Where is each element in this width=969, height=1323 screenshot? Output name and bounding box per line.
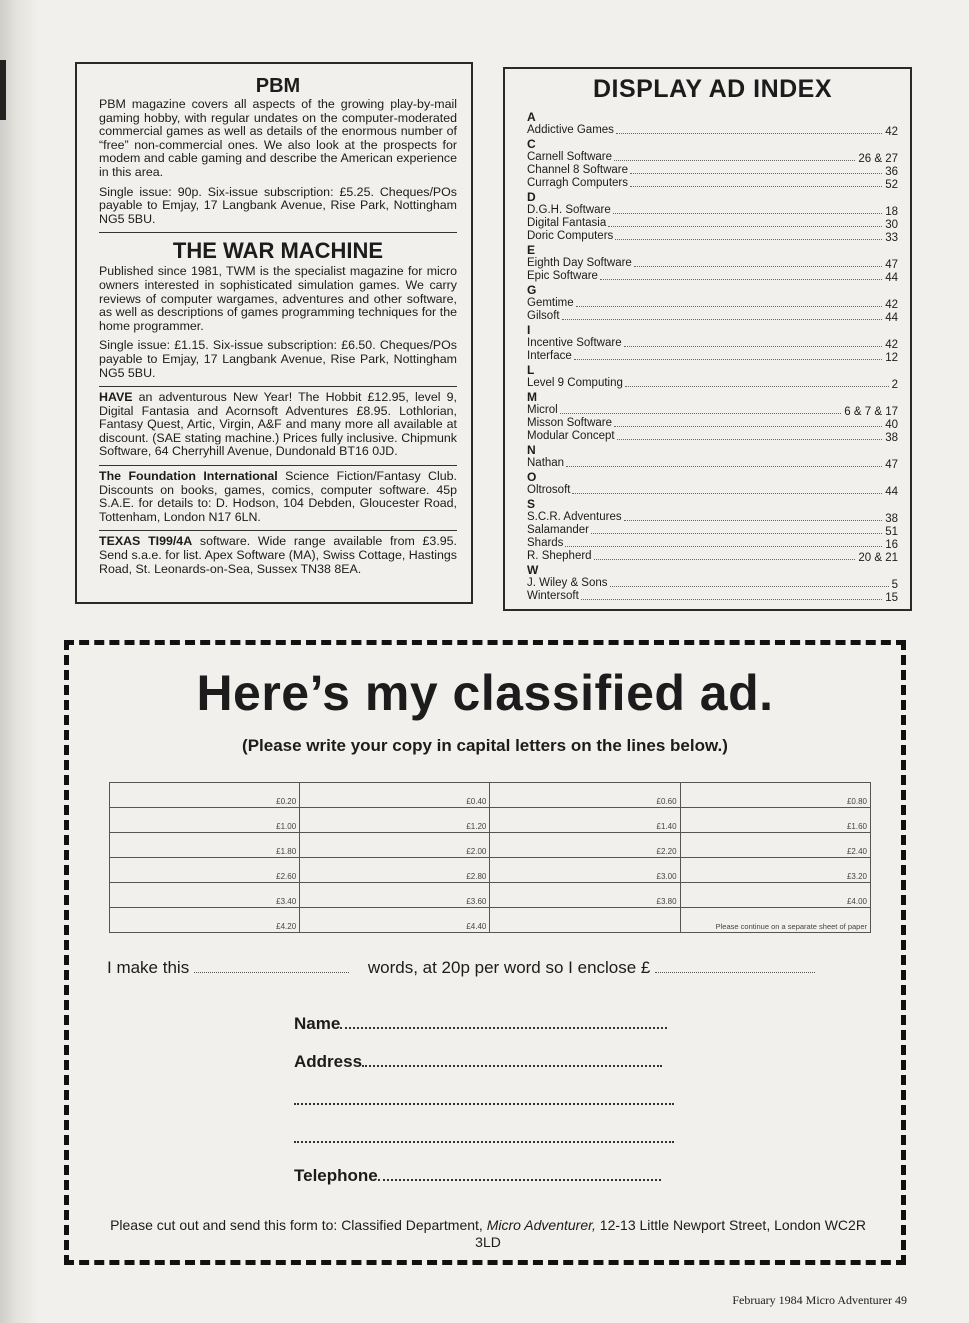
leader-dots — [614, 160, 855, 161]
divider — [99, 386, 457, 387]
leader-dots — [615, 239, 882, 240]
classified-lead: TEXAS TI99/4A — [99, 534, 193, 549]
amount-blank[interactable] — [655, 958, 815, 973]
leader-dots — [576, 306, 883, 307]
word-price-grid — [109, 782, 871, 933]
words-middle: words, at 20p per word so I enclose £ — [367, 958, 651, 977]
page-number: 47 — [885, 459, 898, 471]
grid-cell[interactable]: £2.40 — [680, 833, 870, 858]
page-number: 38 — [885, 513, 898, 525]
advertiser-name: Salamander — [527, 524, 590, 536]
page-number: 26 & 27 — [858, 153, 898, 165]
address-label: Address — [294, 1052, 363, 1071]
page-number: 42 — [885, 299, 898, 311]
leader-dots — [594, 559, 856, 560]
grid-cell[interactable]: £0.20 — [110, 783, 300, 808]
grid-cell[interactable]: £0.80 — [680, 783, 870, 808]
telephone-label: Telephone — [294, 1166, 378, 1185]
grid-cell[interactable]: £1.60 — [680, 808, 870, 833]
word-count-blank[interactable] — [194, 958, 349, 973]
advertiser-name: Doric Computers — [527, 230, 614, 242]
leader-dots — [630, 173, 882, 174]
grid-cell[interactable]: £2.00 — [300, 833, 490, 858]
page-number: 44 — [885, 312, 898, 324]
index-entry — [527, 484, 898, 497]
leader-dots — [614, 426, 882, 427]
page-number: 15 — [885, 592, 898, 604]
page-number: 2 — [891, 379, 898, 391]
advertiser-name: R. Shepherd — [527, 550, 592, 562]
index-letter: E — [527, 243, 536, 257]
page-number: 12 — [885, 352, 898, 364]
classified-text: Science Fiction/Fantasy Club. Discounts on books, games, comics, computer software. 45p S.A.E. for details to: D. Hodson, 104 Debden, Gloucester Road, Tottenham, London N17 6LN. — [99, 469, 457, 524]
magazines-box — [75, 62, 473, 604]
pbm-subscription: Single issue: 90p. Six-issue subscription: £5.25. Cheques/POs payable to Emjay, 17 Langbank Avenue, Rise Park, Nottingham NG5 5BU. — [99, 184, 457, 226]
advertiser-name: Microl — [527, 404, 558, 416]
page-footer: February 1984 Micro Adventurer 49 — [732, 1293, 907, 1307]
leader-dots — [591, 533, 882, 534]
pbm-title: PBM — [255, 75, 301, 97]
classified-foundation — [99, 470, 457, 524]
leader-dots — [566, 466, 882, 467]
classified-texas — [99, 535, 457, 576]
advertiser-name: Eighth Day Software — [527, 257, 632, 269]
page-number: 44 — [885, 272, 898, 284]
magazine-name: Micro Adventurer, — [486, 1217, 596, 1233]
advertiser-name: Misson Software — [527, 417, 613, 429]
index-entry — [527, 177, 898, 190]
leader-dots — [634, 266, 882, 267]
name-label: Name — [294, 1014, 341, 1033]
classified-have — [99, 391, 457, 459]
grid-cell[interactable]: £2.80 — [300, 858, 490, 883]
advertiser-name: D.G.H. Software — [527, 204, 611, 216]
advertiser-name: Oltrosoft — [527, 484, 571, 496]
leader-dots — [560, 413, 842, 414]
leader-dots — [608, 226, 882, 227]
advertiser-name: Digital Fantasia — [527, 217, 607, 229]
index-entry — [527, 590, 898, 603]
contact-fields — [294, 1013, 674, 1203]
grid-row — [110, 858, 871, 883]
grid-cell[interactable]: £1.20 — [300, 808, 490, 833]
grid-row — [110, 833, 871, 858]
page-number: 40 — [885, 419, 898, 431]
index-entry — [527, 404, 898, 417]
advertiser-name: Modular Concept — [527, 430, 615, 442]
index-entry — [527, 524, 898, 537]
leader-dots — [562, 319, 883, 320]
index-letter: I — [527, 323, 531, 337]
page-number: 36 — [885, 166, 898, 178]
advertiser-name: Carnell Software — [527, 151, 613, 163]
classified-ad-form — [64, 640, 906, 1265]
page-number: 51 — [885, 526, 898, 538]
index-entry — [527, 257, 898, 270]
grid-cell[interactable]: £4.00 — [680, 883, 870, 908]
advertiser-name: J. Wiley & Sons — [527, 577, 608, 589]
grid-row — [110, 808, 871, 833]
leader-dots — [624, 520, 883, 521]
leader-dots — [613, 213, 882, 214]
index-entry — [527, 151, 898, 164]
index-entry — [527, 270, 898, 283]
index-entry — [527, 297, 898, 310]
leader-dots — [625, 386, 889, 387]
index-letter: C — [527, 137, 536, 151]
send-address: 12-13 Little Newport Street, London WC2R 3LD — [475, 1217, 866, 1250]
index-entry — [527, 310, 898, 323]
page-number: 18 — [885, 206, 898, 218]
page-number: 16 — [885, 539, 898, 551]
leader-dots — [610, 586, 889, 587]
classified-lead: The Foundation International — [99, 469, 278, 484]
advertiser-name: Incentive Software — [527, 337, 622, 349]
leader-dots — [616, 133, 882, 134]
classified-lead: HAVE — [99, 390, 133, 405]
grid-row — [110, 783, 871, 808]
leader-dots — [574, 359, 882, 360]
name-blank[interactable] — [340, 1013, 667, 1029]
grid-cell[interactable]: £1.80 — [110, 833, 300, 858]
grid-cell[interactable]: Please continue on a separate sheet of paper — [680, 908, 870, 933]
mailing-instructions — [103, 1217, 873, 1251]
index-letter: S — [527, 497, 536, 511]
words-prefix: I make this — [107, 958, 190, 977]
leader-dots — [565, 546, 882, 547]
advertiser-name: S.C.R. Adventures — [527, 511, 622, 523]
war-machine-title: THE WAR MACHINE — [172, 238, 384, 264]
page-edge-mark — [0, 60, 6, 120]
page-number: 20 & 21 — [858, 552, 898, 564]
grid-cell[interactable]: £3.80 — [490, 883, 680, 908]
leader-dots — [617, 439, 883, 440]
pbm-body: PBM magazine covers all aspects of the growing play-by-mail gaming hobby, with regular undates on the computer-moderated commercial games as well as details of the enormous number of “free” non-commercial ones. We also look at the prospects for modem and cable gaming and describe the American experience in this area. — [99, 97, 457, 179]
advertiser-name: Wintersoft — [527, 590, 579, 602]
index-entry — [527, 511, 898, 524]
index-entry — [527, 204, 898, 217]
grid-cell[interactable] — [490, 908, 680, 933]
page-number: 42 — [885, 339, 898, 351]
display-ad-index — [503, 67, 912, 611]
index-letter: D — [527, 190, 536, 204]
index-letter: A — [527, 110, 536, 124]
word-count-line — [107, 957, 867, 979]
grid-cell[interactable]: £4.40 — [300, 908, 490, 933]
address-blank-2[interactable] — [294, 1089, 674, 1105]
grid-cell[interactable]: £2.60 — [110, 858, 300, 883]
grid-cell[interactable]: £3.00 — [490, 858, 680, 883]
advertiser-name: Level 9 Computing — [527, 377, 623, 389]
divider — [99, 232, 457, 233]
address-blank-3[interactable] — [294, 1127, 674, 1143]
index-letter: W — [527, 563, 539, 577]
index-entry — [527, 217, 898, 230]
ad-index-list — [527, 111, 898, 603]
index-entry — [527, 230, 898, 243]
advertiser-name: Epic Software — [527, 270, 598, 282]
leader-dots — [581, 599, 882, 600]
grid-cell[interactable]: £3.60 — [300, 883, 490, 908]
grid-cell[interactable]: £0.60 — [490, 783, 680, 808]
index-entry — [527, 430, 898, 443]
page-number: 30 — [885, 219, 898, 231]
divider — [99, 530, 457, 531]
grid-cell[interactable]: £1.40 — [490, 808, 680, 833]
advertiser-name: Curragh Computers — [527, 177, 628, 189]
index-entry — [527, 124, 898, 137]
index-entry — [527, 457, 898, 470]
advertiser-name: Interface — [527, 350, 572, 362]
index-entry — [527, 577, 898, 590]
index-entry — [527, 350, 898, 363]
advertiser-name: Gilsoft — [527, 310, 560, 322]
grid-cell[interactable]: £1.00 — [110, 808, 300, 833]
page-number: 44 — [885, 486, 898, 498]
grid-cell[interactable]: £2.20 — [490, 833, 680, 858]
advertiser-name: Channel 8 Software — [527, 164, 629, 176]
index-entry — [527, 337, 898, 350]
page-number: 42 — [885, 126, 898, 138]
divider — [99, 465, 457, 466]
leader-dots — [624, 346, 883, 347]
form-subtitle: (Please write your copy in capital letters on the lines below.) — [242, 736, 728, 755]
grid-row — [110, 883, 871, 908]
index-entry — [527, 164, 898, 177]
page-number: 52 — [885, 179, 898, 191]
telephone-blank[interactable] — [378, 1165, 661, 1181]
leader-dots — [572, 493, 882, 494]
page-number: 38 — [885, 432, 898, 444]
grid-row — [110, 908, 871, 933]
address-blank[interactable] — [362, 1051, 662, 1067]
index-letter: G — [527, 283, 537, 297]
page-number: 47 — [885, 259, 898, 271]
index-entry — [527, 537, 898, 550]
advertiser-name: Addictive Games — [527, 124, 614, 136]
war-machine-body: Published since 1981, TWM is the specialist magazine for micro owners interested in sophisticated simulation games. We carry reviews of computer wargames, adventures and other software, as well as descriptions of games programming techniques for the home programmer. — [99, 264, 457, 333]
leader-dots — [600, 279, 882, 280]
advertiser-name: Gemtime — [527, 297, 574, 309]
form-title: Here’s my classified ad. — [196, 665, 774, 721]
ad-index-title: DISPLAY AD INDEX — [592, 75, 833, 103]
index-letter: O — [527, 470, 537, 484]
leader-dots — [630, 186, 882, 187]
page-number: 5 — [891, 579, 898, 591]
index-letter: L — [527, 363, 535, 377]
war-machine-subscription: Single issue: £1.15. Six-issue subscription: £6.50. Cheques/POs payable to Emjay, 17 Langbank Avenue, Rise Park, Nottingham NG5 5BU. — [99, 338, 457, 380]
index-entry — [527, 550, 898, 563]
grid-cell[interactable]: £3.20 — [680, 858, 870, 883]
grid-cell[interactable]: £0.40 — [300, 783, 490, 808]
index-letter: N — [527, 443, 536, 457]
advertiser-name: Shards — [527, 537, 564, 549]
advertiser-name: Nathan — [527, 457, 565, 469]
index-entry — [527, 377, 898, 390]
index-letter: M — [527, 390, 537, 404]
page-spine-shadow — [0, 0, 40, 1323]
classified-text: an adventurous New Year! The Hobbit £12.95, level 9, Digital Fantasia and Acornsoft Adventures £8.95. Lothlorian, Fantasy Quest, Artic, Virgin, A&F and many more all available at discount. (SAE stating machine.) Prices fully inclusive. Chipmunk Software, 64 Cherryhill Avenue, Dundonald BT16 0JD. — [99, 390, 457, 459]
index-entry — [527, 417, 898, 430]
page-number: 33 — [885, 232, 898, 244]
grid-cell[interactable]: £3.40 — [110, 883, 300, 908]
send-prefix: Please cut out and send this form to: Classified Department, — [110, 1217, 487, 1233]
page-number: 6 & 7 & 17 — [844, 406, 898, 418]
classified-text: software. Wide range available from £3.95. Send s.a.e. for list. Apex Software (MA), Swiss Cottage, Hastings Road, St. Leonards-on-Sea, Sussex TN38 8EA. — [99, 534, 457, 576]
grid-cell[interactable]: £4.20 — [110, 908, 300, 933]
